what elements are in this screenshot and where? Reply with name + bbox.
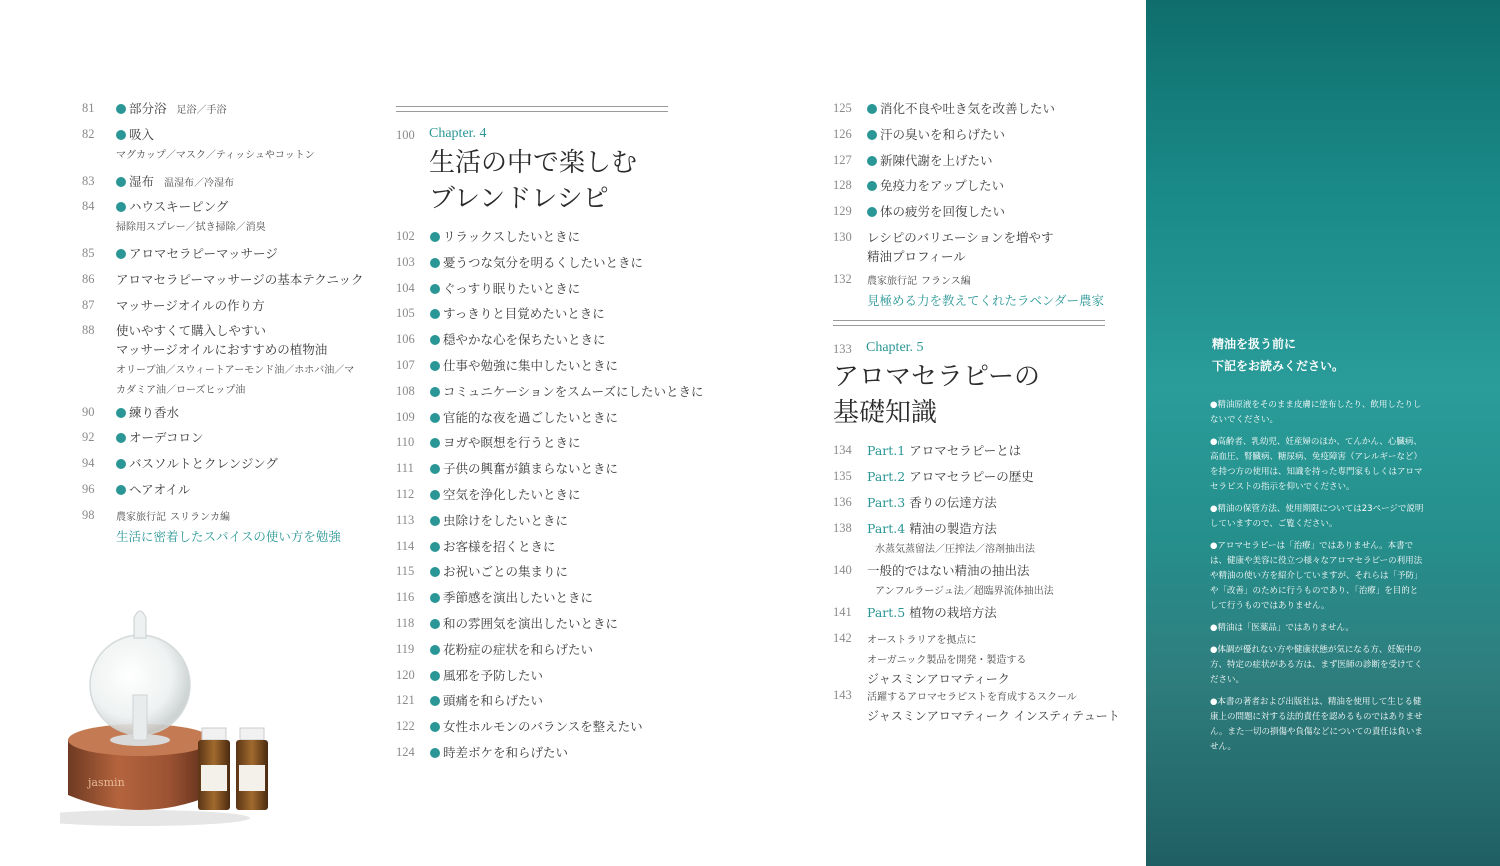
notice-item: ●高齢者、乳幼児、妊産婦のほか、てんかん、心臓病、高血圧、腎臓病、糖尿病、免疫障害（アレルギーなど）を持つ方の使用は、知識を持った専門家もしくはアロマセラピストの指示を仰いでください。: [1210, 437, 1423, 492]
chapter4-rule: [396, 106, 668, 112]
notice-item: ●精油原液をそのまま皮膚に塗布したり、飲用したりしないでください。: [1210, 400, 1422, 425]
bullet-dot-icon: [430, 284, 440, 294]
notice-item: ●アロマセラピーは「治療」ではありません。本書では、健康や美容に役立つ様々なアロマセラピーの利用法や精油の使い方を紹介していますが、それらは「予防」や「改善」のために行うものであり、「治療」を目的として行うものではありません。: [1210, 541, 1423, 611]
notice-item: ●精油は「医薬品」ではありません。: [1210, 623, 1354, 633]
bullet-dot-icon: [430, 542, 440, 552]
bullet-dot-icon: [430, 619, 440, 629]
bullet-dot-icon: [116, 408, 126, 418]
bullet-dot-icon: [430, 490, 440, 500]
bullet-dot-icon: [867, 181, 877, 191]
bullet-dot-icon: [430, 464, 440, 474]
bullet-dot-icon: [867, 156, 877, 166]
bullet-dot-icon: [430, 593, 440, 603]
notice-item: ●体調が優れない方や健康状態が気になる方、妊娠中の方、特定の症状がある方は、まず医師の診断を受けてください。: [1210, 645, 1423, 685]
notice-item: ●本書の著者および出版社は、精油を使用して生じる健康上の問題に対する法的責任を認めるものではありません。また一切の損傷や負傷などについての責任は負いません。: [1210, 697, 1423, 752]
bullet-dot-icon: [430, 696, 440, 706]
brand-logo: jasmin: [88, 776, 125, 789]
notice-list: [1210, 398, 1424, 762]
bullet-dot-icon: [116, 459, 126, 469]
bullet-dot-icon: [430, 361, 440, 371]
notice-panel: [1146, 0, 1500, 866]
chapter5-title: アロマセラピーの 基礎知識: [833, 362, 1040, 428]
chapter4-label: Chapter. 4: [429, 126, 487, 141]
bullet-dot-icon: [867, 104, 877, 114]
bullet-dot-icon: [430, 258, 440, 268]
bullet-dot-icon: [116, 104, 126, 114]
bullet-dot-icon: [867, 130, 877, 140]
bullet-dot-icon: [430, 387, 440, 397]
bullet-dot-icon: [430, 748, 440, 758]
bullet-dot-icon: [430, 413, 440, 423]
bullet-dot-icon: [116, 433, 126, 443]
bullet-dot-icon: [430, 335, 440, 345]
notice-item: ●精油の保管方法、使用期限については23ページで説明していますので、ご覧ください。: [1210, 504, 1424, 529]
bullet-dot-icon: [116, 249, 126, 259]
bullet-dot-icon: [430, 722, 440, 732]
bullet-dot-icon: [116, 177, 126, 187]
bullet-dot-icon: [116, 485, 126, 495]
bullet-dot-icon: [116, 130, 126, 140]
bullet-dot-icon: [430, 438, 440, 448]
bullet-dot-icon: [430, 232, 440, 242]
bullet-dot-icon: [867, 207, 877, 217]
bullet-dot-icon: [430, 516, 440, 526]
diffuser-product-image: [60, 600, 330, 830]
bullet-dot-icon: [430, 671, 440, 681]
bullet-dot-icon: [430, 309, 440, 319]
chapter4-title: 生活の中で楽しむ ブレンドレシピ: [429, 148, 638, 214]
chapter5-label: Chapter. 5: [866, 340, 924, 355]
bullet-dot-icon: [430, 567, 440, 577]
chapter5-rule: [833, 320, 1105, 326]
bullet-dot-icon: [430, 645, 440, 655]
bullet-dot-icon: [116, 202, 126, 212]
notice-title: 精油を扱う前に 下記をお読みください。: [1212, 337, 1345, 373]
